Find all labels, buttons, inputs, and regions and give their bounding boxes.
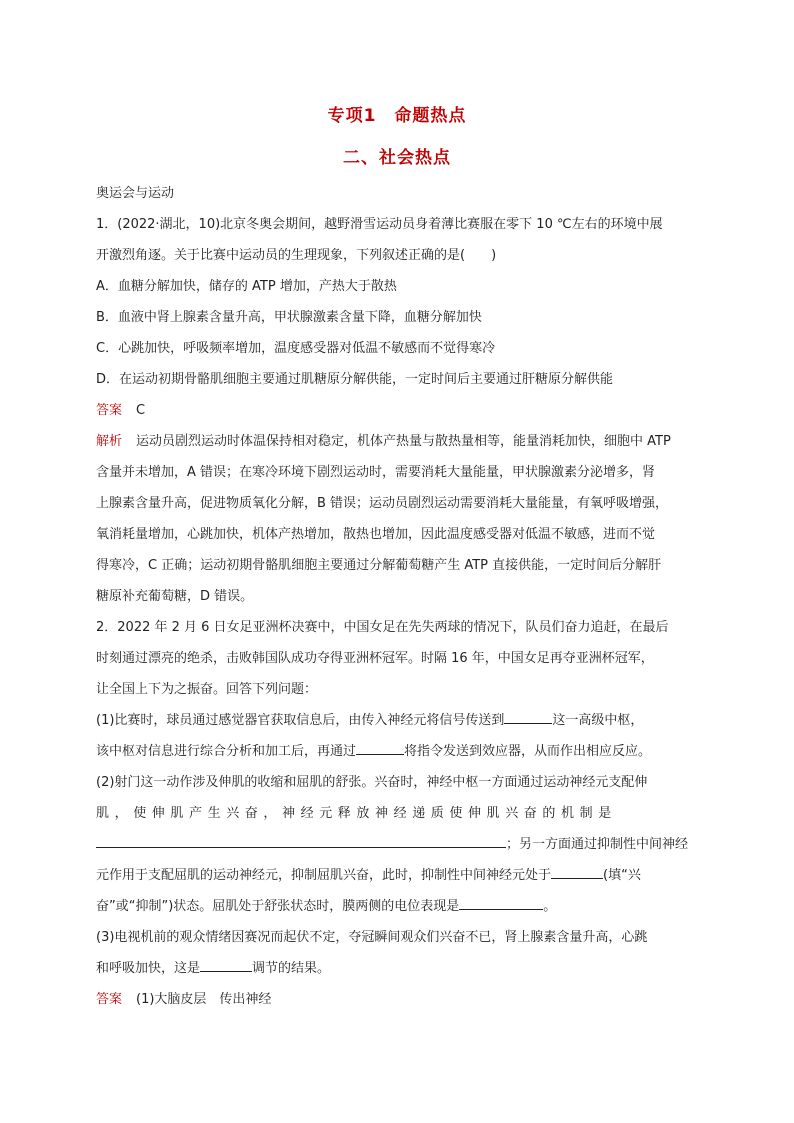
q2-part3-text-c: 调节的结果。 xyxy=(252,961,331,976)
q1-analysis-line-3: 上腺素含量升高，促进物质氧化分解，B 错误；运动员剧烈运动需要消耗大量能量，有氧呼吸增强， xyxy=(96,496,669,511)
answer-blank-long[interactable] xyxy=(96,833,506,848)
q2-part2-line-2: 肌，使伸肌产生兴奋，神经元释放神经递质使伸肌兴奋的机制是 xyxy=(96,806,617,821)
q1-answer-label: 答案 xyxy=(96,403,123,418)
q2-part2-text-e: (填“兴 xyxy=(603,868,641,883)
q2-part1-line-2 xyxy=(96,736,698,767)
q1-option-c: C．心跳加快，呼吸频率增加，温度感受器对低温不敏感而不觉得寒冷 xyxy=(96,341,496,356)
q2-part2-text-d: 元作用于支配屈肌的运动神经元，抑制屈肌兴奋，此时，抑制性中间神经元处于 xyxy=(96,868,552,883)
q1-analysis-line-1 xyxy=(96,426,698,457)
answer-blank[interactable] xyxy=(200,957,252,972)
q1-analysis-text-1: 运动员剧烈运动时体温保持相对稳定，机体产热量与散热量相等，能量消耗加快，细胞中 ATP xyxy=(136,434,671,449)
q2-part1-line-1 xyxy=(96,705,698,736)
q1-stem-line-1: 1．(2022·湖北，10)北京冬奥会期间，越野滑雪运动员身着薄比赛服在零下 10 ℃左右的环境中展 xyxy=(96,217,663,232)
q2-part1-text-a: (1)比赛时，球员通过感觉器官获取信息后，由传入神经元将信号传送到 xyxy=(96,713,505,728)
q1-analysis-line-2: 含量并未增加，A 错误；在寒冷环境下剧烈运动时，需要消耗大量能量，甲状腺激素分泌增多，肾 xyxy=(96,465,656,480)
q2-part2-line-5 xyxy=(96,891,698,922)
section-heading: 奥运会与运动 xyxy=(96,186,175,201)
question-2 xyxy=(96,612,698,1015)
q2-part3-text-b: 和呼吸加快，这是 xyxy=(96,961,201,976)
document-title: 专项1 命题热点 xyxy=(327,106,467,126)
q1-stem-line-2: 开激烈角逐。关于比赛中运动员的生理现象，下列叙述正确的是( ) xyxy=(96,248,497,263)
q2-part2-line-4 xyxy=(96,860,698,891)
q2-part2-text-g: 。 xyxy=(543,899,557,914)
q2-part2-text-c: ；另一方面通过抑制性中间神经 xyxy=(506,837,689,852)
q2-part3-line-1: (3)电视机前的观众情绪因赛况而起伏不定，夺冠瞬间观众们兴奋不已，肾上腺素含量升高，心跳 xyxy=(96,930,648,945)
q1-answer-value: C xyxy=(136,403,146,418)
q2-part1-text-d: 将指令发送到效应器，从而作出相应反应。 xyxy=(404,744,652,759)
q1-option-b: B．血液中肾上腺素含量升高，甲状腺激素含量下降，血糖分解加快 xyxy=(96,310,482,325)
question-1 xyxy=(96,209,698,612)
answer-blank[interactable] xyxy=(504,709,552,724)
q1-answer xyxy=(96,395,698,426)
q2-part2-line-3 xyxy=(96,829,698,860)
answer-blank[interactable] xyxy=(356,740,404,755)
q1-analysis-line-4: 氧消耗量增加，心跳加快，机体产热增加，散热也增加，因此温度感受器对低温不敏感，进而不觉 xyxy=(96,527,656,542)
q2-part1-text-c: 该中枢对信息进行综合分析和加工后，再通过 xyxy=(96,744,357,759)
q2-part2-line-1: (2)射门这一动作涉及伸肌的收缩和屈肌的舒张。兴奋时，神经中枢一方面通过运动神经元支配伸 xyxy=(96,775,648,790)
answer-blank[interactable] xyxy=(459,895,543,910)
q1-analysis-label: 解析 xyxy=(96,434,123,449)
q1-option-d: D．在运动初期骨骼肌细胞主要通过肌糖原分解供能，一定时间后主要通过肝糖原分解供能 xyxy=(96,372,614,387)
q1-option-a: A．血糖分解加快，储存的 ATP 增加，产热大于散热 xyxy=(96,279,397,294)
q2-answer-value: (1)大脑皮层 传出神经 xyxy=(136,992,272,1007)
q2-answer xyxy=(96,984,698,1015)
document-page xyxy=(96,100,698,1015)
q1-analysis-line-5: 得寒冷，C 正确；运动初期骨骼肌细胞主要通过分解葡萄糖产生 ATP 直接供能，一定时间后分解肝 xyxy=(96,558,662,573)
q2-intro-line-1: 2．2022 年 2 月 6 日女足亚洲杯决赛中，中国女足在先失两球的情况下，队员们奋力追赶，在最后 xyxy=(96,620,669,635)
q2-part1-text-b: 这一高级中枢， xyxy=(552,713,644,728)
document-subtitle: 二、社会热点 xyxy=(343,148,451,168)
q2-part2-text-f: 奋”或“抑制”)状态。屈肌处于舒张状态时，膜两侧的电位表现是 xyxy=(96,899,460,914)
q2-intro-line-2: 时刻通过漂亮的绝杀，击败韩国队成功夺得亚洲杯冠军。时隔 16 年，中国女足再夺亚洲杯冠军， xyxy=(96,651,654,666)
q2-intro-line-3: 让全国上下为之振奋。回答下列问题： xyxy=(96,682,318,697)
answer-blank[interactable] xyxy=(551,864,603,879)
q1-analysis-line-6: 糖原补充葡萄糖，D 错误。 xyxy=(96,589,254,604)
q2-part3-line-2 xyxy=(96,953,698,984)
q2-answer-label: 答案 xyxy=(96,992,123,1007)
